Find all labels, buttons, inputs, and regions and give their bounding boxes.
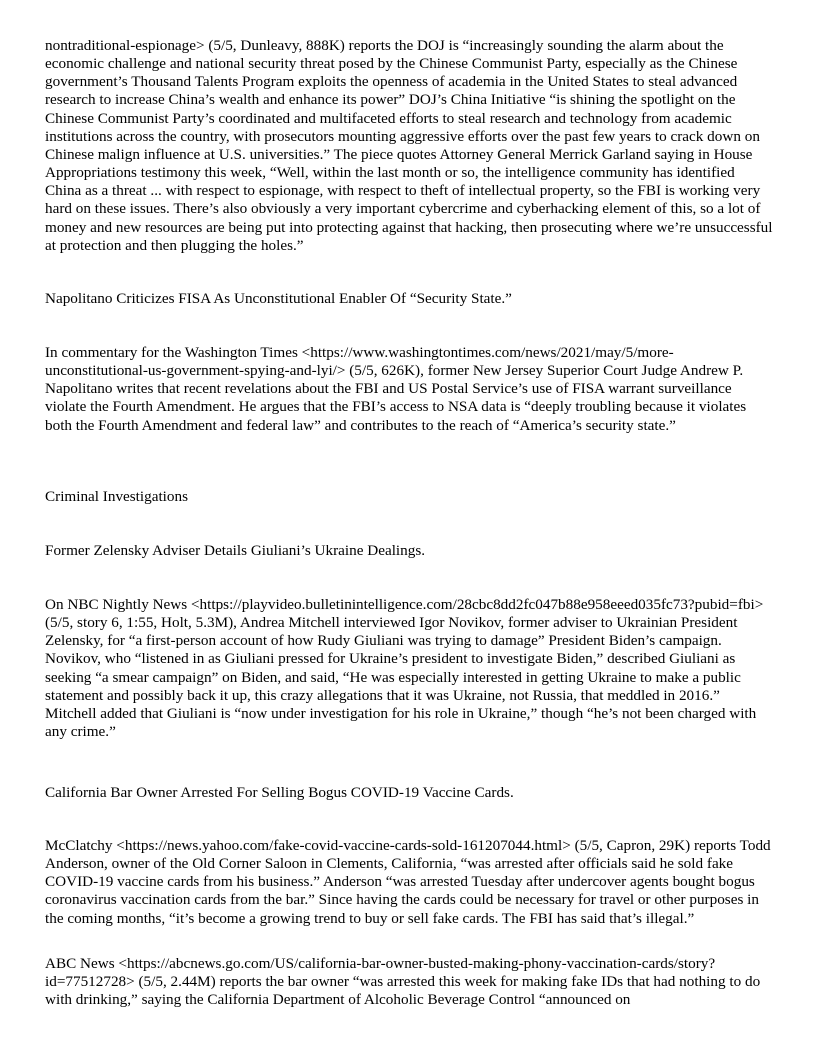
section-heading-criminal-investigations: Criminal Investigations: [45, 488, 188, 505]
headline-napolitano-fisa: Napolitano Criticizes FISA As Unconstitutional Enabler Of “Security State.”: [45, 290, 512, 307]
paragraph-abc-news: ABC News <https://abcnews.go.com/US/california-bar-owner-busted-making-phony-vaccination-cards/story?id=77512728> (5/5, 2.44M) reports the bar owner “was arrested this week for making fake IDs that had nothing to do with drinking,” saying the California Department of Alcoholic Beverage Control “announced on: [45, 955, 761, 1009]
headline-zelensky-adviser: Former Zelensky Adviser Details Giuliani’s Ukraine Dealings.: [45, 542, 426, 559]
paragraph-nbc-nightly-news: On NBC Nightly News <https://playvideo.bulletinintelligence.com/28cbc8dd2fc047b88e958eeed035fc73?pubid=fbi> (5/5, story 6, 1:55, Holt, 5.3M), Andrea Mitchell interviewed Igor Novikov, former adviser to Ukrainian President Zelensky, for “a first-person account of how Rudy Giuliani was trying to damage” President Biden’s campaign. Novikov, who “listened in as Giuliani pressed for Ukraine’s president to investigate Biden,” described Giuliani as seeking “a smear campaign” on Biden, and said, “He was especially interested in getting Ukraine to make a public statement and possibly back it up, this crazy allegations that it was Ukraine, not Russia, that meddled in 2016.” Mitchell added that Giuliani is “now under investigation for his role in Ukraine,” though “he’s not been charged with any crime.”: [45, 596, 764, 741]
paragraph-napolitano-commentary: In commentary for the Washington Times <https://www.washingtontimes.com/news/2021/may/5/more-unconstitutional-us-government-spying-and-lyi/> (5/5, 626K), former New Jersey Superior Court Judge Andrew P. Napolitano writes that recent revelations about the FBI and US Postal Service’s use of FISA warrant surveillance violate the Fourth Amendment. He argues that the FBI’s access to NSA data is “deeply troubling because it violates both the Fourth Amendment and federal law” and contributes to the reach of “America’s security state.”: [45, 344, 747, 434]
paragraph-mcclatchy: McClatchy <https://news.yahoo.com/fake-covid-vaccine-cards-sold-161207044.html> (5/5, Capron, 29K) reports Todd Anderson, owner of the Old Corner Saloon in Clements, California, “was arrested after officials said he sold fake COVID-19 vaccine cards from his business.” Anderson “was arrested Tuesday after undercover agents bought bogus coronavirus vaccination cards from the bar.” Since having the cards could be necessary for travel or other purposes in the coming months, “it’s become a growing trend to buy or sell fake cards. The FBI has said that’s illegal.”: [45, 837, 771, 927]
headline-california-bar-owner: California Bar Owner Arrested For Selling Bogus COVID-19 Vaccine Cards.: [45, 784, 514, 801]
paragraph-china-initiative: nontraditional-espionage> (5/5, Dunleavy, 888K) reports the DOJ is “increasingly sounding the alarm about the economic challenge and national security threat posed by the Chinese Communist Party, especially as the Chinese government’s Thousand Talents Program exploits the openness of academia in the United States to steal advanced research to increase China’s wealth and enhance its power” DOJ’s China Initiative “is shining the spotlight on the Chinese Communist Party’s coordinated and multifaceted efforts to steal research and technology from academic institutions across the country, with prosecutors mounting aggressive efforts over the past few years to crack down on Chinese malign influence at U.S. universities.” The piece quotes Attorney General Merrick Garland saying in House Appropriations testimony this week, “Well, within the last month or so, the intelligence community has identified China as a threat ... with respect to espionage, with respect to theft of intellectual property, so the FBI is working very hard on these issues. There’s also obviously a very important cybercrime and cyberhacking element of this, so a lot of money and new resources are being put into protecting against that hacking, then prosecuting where we’re unsuccessful at protection and then plugging the holes.”: [45, 37, 773, 254]
